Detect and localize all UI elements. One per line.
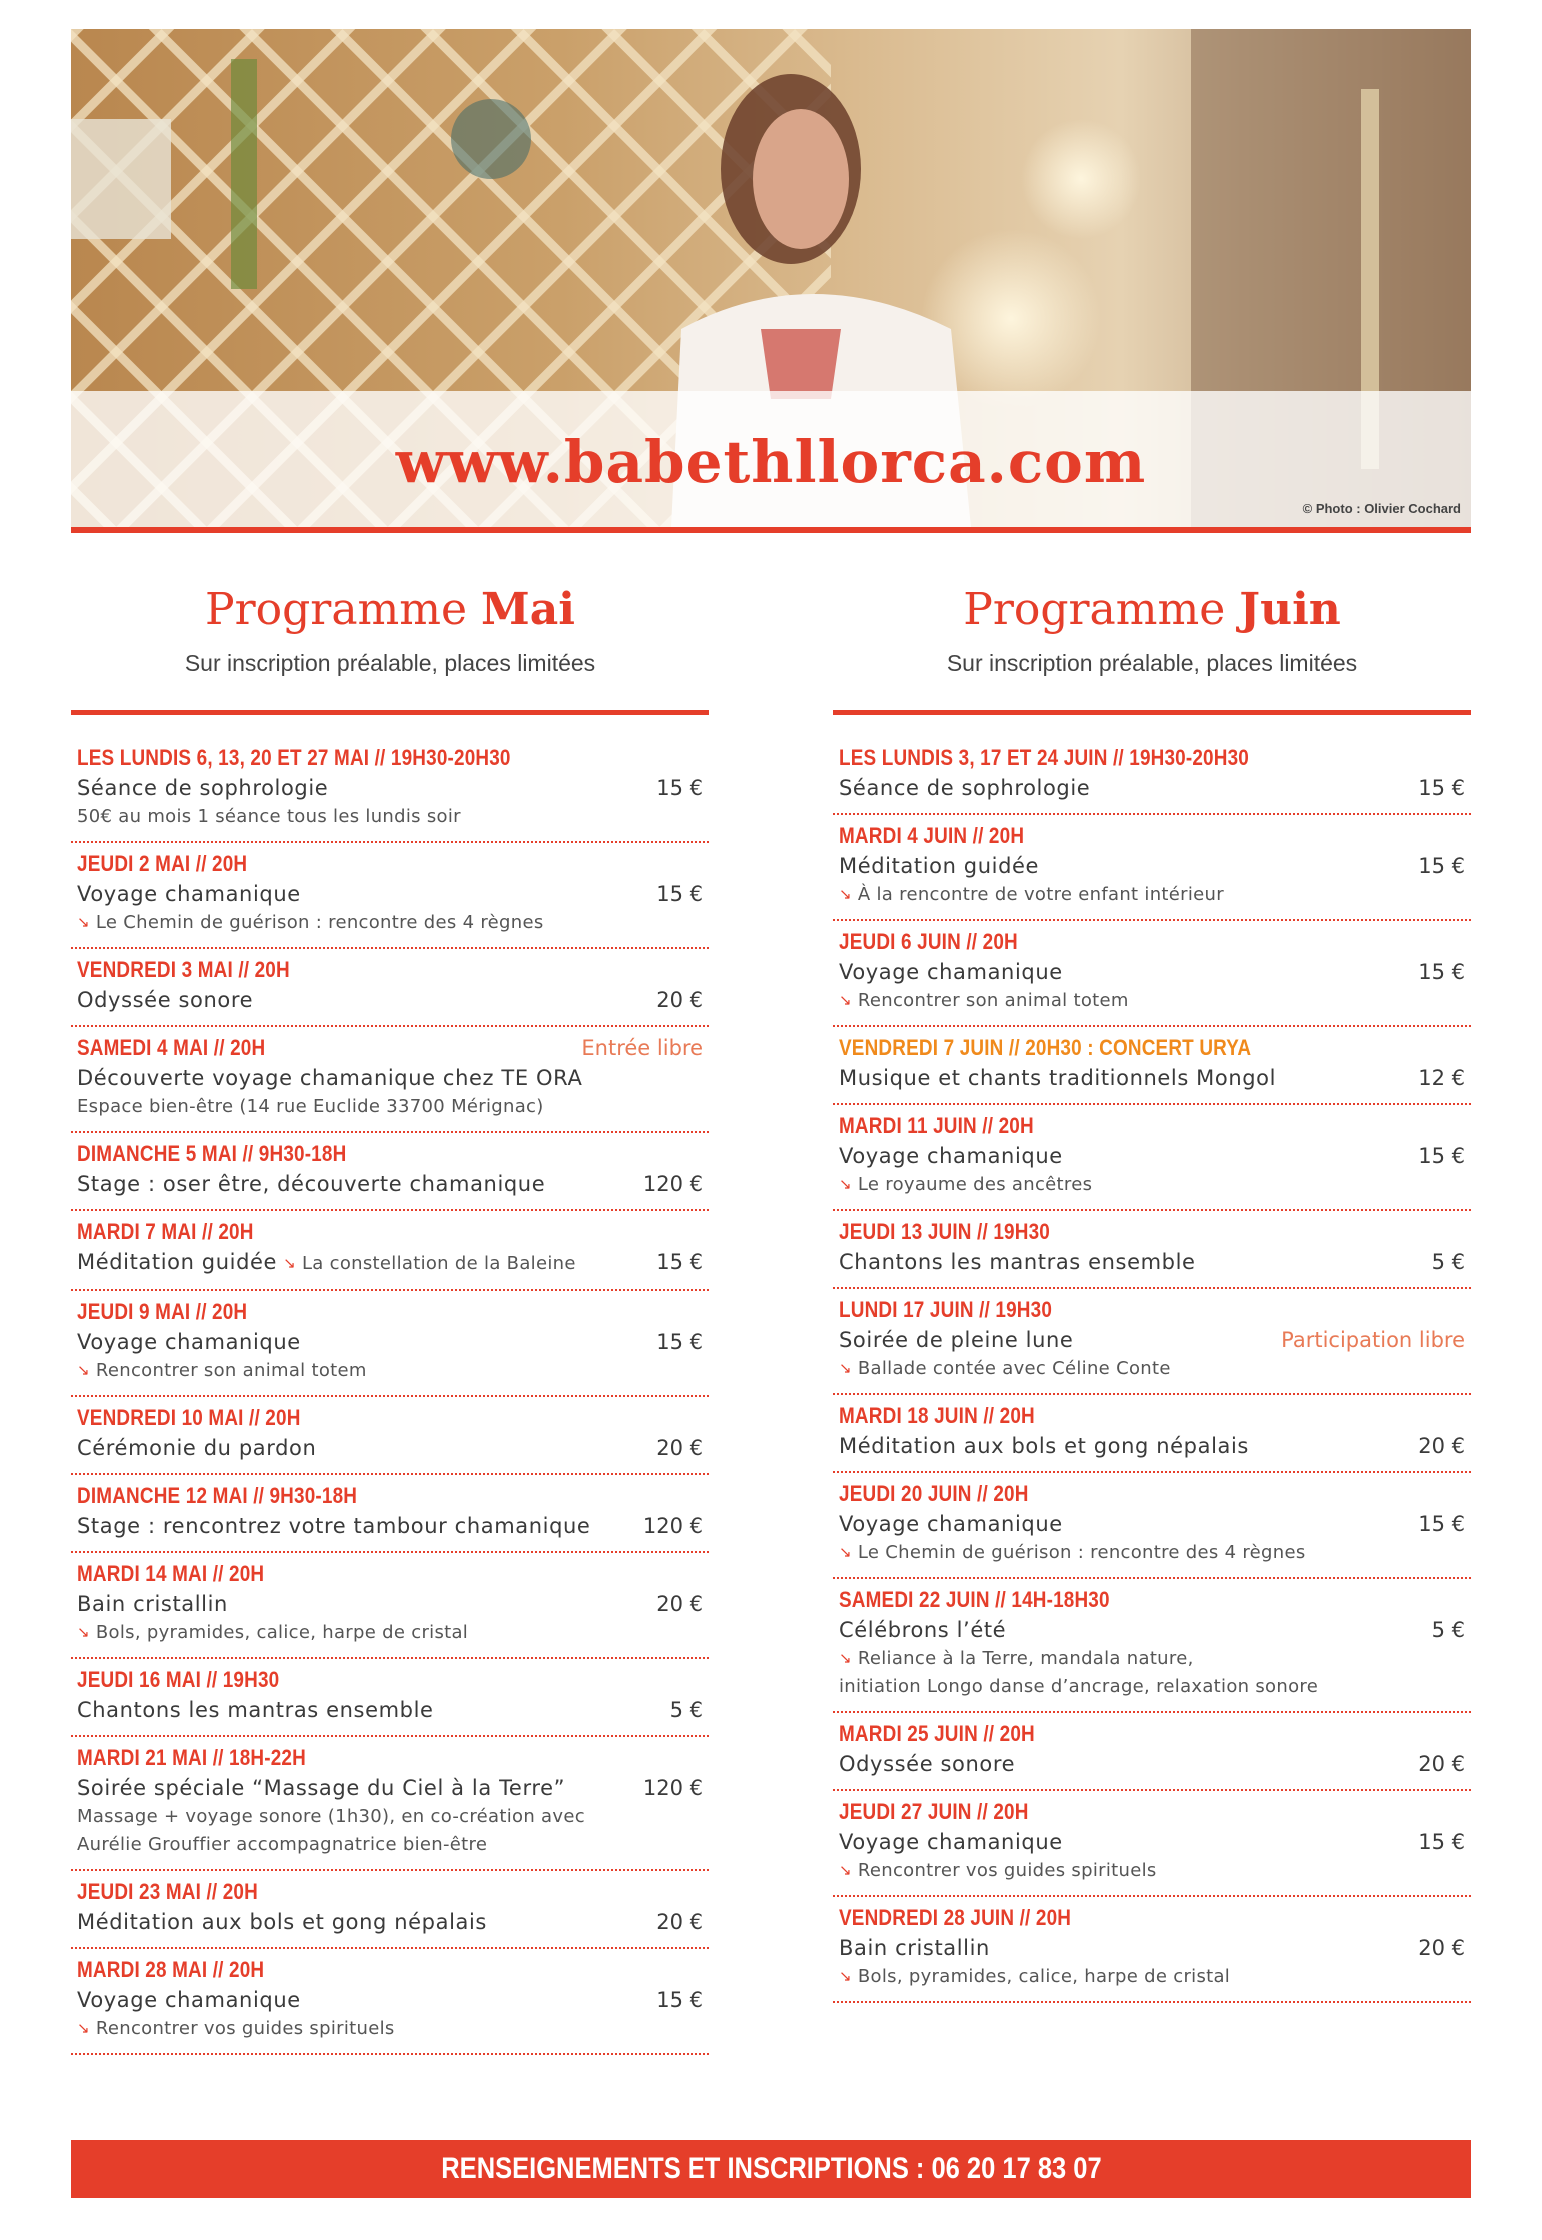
event-title: Voyage chamanique [839, 1144, 1063, 1168]
event-title-row [839, 1431, 1465, 1461]
event-title-row [77, 985, 703, 1015]
event-note-text: Ballade contée avec Céline Conte [857, 1358, 1171, 1379]
event-date: MARDI 7 MAI // 20H [77, 1219, 254, 1244]
event-note-text: Rencontrer son animal totem [95, 1360, 367, 1381]
event-title-row [77, 1169, 703, 1199]
june-event-list [833, 737, 1471, 2003]
event-note-text: Le royaume des ancêtres [857, 1174, 1093, 1195]
may-program [71, 578, 709, 2055]
event-title: Voyage chamanique [77, 1330, 301, 1354]
event-note-line2: Aurélie Grouffier accompagnatrice bien-être [77, 1834, 488, 1855]
event-note [77, 1619, 703, 1647]
event-date: JEUDI 2 MAI // 20H [77, 851, 248, 876]
event-price: 15 € [1418, 1830, 1465, 1854]
event-note-text: Rencontrer vos guides spirituels [857, 1860, 1157, 1881]
event-free-entry-tag: Entrée libre [581, 1036, 703, 1060]
event-date: SAMEDI 22 JUIN // 14H-18H30 [839, 1587, 1110, 1612]
event-title-wrap [77, 1433, 316, 1463]
event-date: VENDREDI 10 MAI // 20H [77, 1405, 301, 1430]
event-note [77, 803, 703, 831]
event-title-row [77, 1511, 703, 1541]
event-item [71, 1475, 709, 1553]
event-note [77, 2015, 703, 2043]
june-subtitle: Sur inscription préalable, places limitées [946, 650, 1358, 676]
event-item [71, 1211, 709, 1291]
event-item [71, 737, 709, 843]
event-title-wrap [77, 1907, 487, 1937]
event-price: 15 € [1418, 960, 1465, 984]
event-title: Bain cristallin [77, 1592, 228, 1616]
event-item [833, 1897, 1471, 2003]
event-title-wrap [839, 1325, 1073, 1355]
arrow-down-right-icon: ↘ [839, 1967, 852, 1985]
event-note [839, 1355, 1465, 1383]
event-title: Soirée de pleine lune [839, 1328, 1074, 1352]
event-note [839, 1171, 1465, 1199]
event-item [833, 1473, 1471, 1579]
event-item [833, 1395, 1471, 1473]
event-title: Odyssée sonore [839, 1752, 1016, 1776]
event-title: Soirée spéciale “Massage du Ciel à la Terre” [77, 1776, 566, 1800]
event-date: JEUDI 13 JUIN // 19H30 [839, 1219, 1050, 1244]
event-title-wrap [839, 1509, 1063, 1539]
event-title-row [77, 1589, 703, 1619]
event-date: MARDI 18 JUIN // 20H [839, 1403, 1035, 1428]
event-note-text: Espace bien-être (14 rue Euclide 33700 Mérignac) [77, 1096, 544, 1117]
event-price: 120 € [642, 1776, 703, 1800]
website-url[interactable]: www.babethllorca.com [395, 428, 1147, 496]
event-note [77, 1093, 703, 1121]
event-title: Méditation guidée [77, 1250, 278, 1274]
may-title [71, 578, 709, 642]
event-item [833, 1105, 1471, 1211]
event-item [833, 815, 1471, 921]
event-title-wrap [77, 985, 253, 1015]
event-note [77, 1357, 703, 1385]
event-price: 20 € [1418, 1434, 1465, 1458]
event-price: 5 € [669, 1698, 703, 1722]
event-title: Chantons les mantras ensemble [839, 1250, 1196, 1274]
event-title-row [839, 1933, 1465, 1963]
event-title: Musique et chants traditionnels Mongol [839, 1066, 1277, 1090]
event-note-line2: initiation Longo danse d’ancrage, relaxation sonore [839, 1676, 1319, 1697]
event-item [71, 1871, 709, 1949]
june-program [833, 578, 1471, 2003]
event-item [71, 1949, 709, 2055]
event-item [833, 1211, 1471, 1289]
event-title-row [839, 1827, 1465, 1857]
event-title-row [77, 1063, 703, 1093]
event-title: Séance de sophrologie [839, 776, 1091, 800]
event-date: MARDI 14 MAI // 20H [77, 1561, 265, 1586]
event-date: LES LUNDIS 6, 13, 20 ET 27 MAI // 19H30-20H30 [77, 745, 511, 770]
event-inline-note-text: La constellation de la Baleine [301, 1253, 576, 1274]
event-title-row [839, 1509, 1465, 1539]
event-title-row [77, 1907, 703, 1937]
event-title-row [839, 1749, 1465, 1779]
event-price: 15 € [1418, 776, 1465, 800]
june-title-month: Juin [1239, 584, 1341, 635]
event-title-row [839, 957, 1465, 987]
event-title-row [839, 1141, 1465, 1171]
event-date: DIMANCHE 5 MAI // 9H30-18H [77, 1141, 347, 1166]
event-item [833, 1579, 1471, 1713]
event-item [71, 1397, 709, 1475]
event-note-text: 50€ au mois 1 séance tous les lundis soir [77, 806, 461, 827]
june-title-prefix: Programme [963, 584, 1226, 635]
event-price: 20 € [656, 1592, 703, 1616]
event-title: Bain cristallin [839, 1936, 990, 1960]
event-date: SAMEDI 4 MAI // 20H [77, 1035, 266, 1060]
event-title-row [839, 1063, 1465, 1093]
event-note [839, 1645, 1465, 1673]
event-price: 15 € [656, 882, 703, 906]
event-title-wrap [839, 1431, 1249, 1461]
event-item [833, 1791, 1471, 1897]
event-item [71, 1133, 709, 1211]
event-title: Voyage chamanique [77, 1988, 301, 2012]
arrow-down-right-icon: ↘ [77, 1623, 90, 1641]
event-title-wrap [839, 1933, 990, 1963]
hero-divider [71, 527, 1471, 533]
event-note [839, 1539, 1465, 1567]
event-title: Voyage chamanique [839, 1512, 1063, 1536]
event-title: Découverte voyage chamanique chez TE ORA [77, 1066, 583, 1090]
event-title-wrap [839, 1063, 1276, 1093]
event-title-row [77, 1985, 703, 2015]
may-subtitle: Sur inscription préalable, places limitées [184, 650, 596, 676]
event-price: 12 € [1418, 1066, 1465, 1090]
event-price: 15 € [1418, 1512, 1465, 1536]
event-title: Méditation aux bols et gong népalais [77, 1910, 487, 1934]
event-note [839, 1963, 1465, 1991]
event-price: 5 € [1431, 1250, 1465, 1274]
event-item [71, 1291, 709, 1397]
event-title-wrap [77, 1327, 301, 1357]
event-title: Cérémonie du pardon [77, 1436, 317, 1460]
june-divider [833, 710, 1471, 715]
arrow-down-right-icon: ↘ [839, 1861, 852, 1879]
event-date: JEUDI 9 MAI // 20H [77, 1299, 248, 1324]
may-title-month: Mai [481, 584, 575, 635]
event-date: DIMANCHE 12 MAI // 9H30-18H [77, 1483, 358, 1508]
event-price: 20 € [1418, 1752, 1465, 1776]
event-title: Voyage chamanique [839, 1830, 1063, 1854]
arrow-down-right-icon: ↘ [77, 1361, 90, 1379]
event-price: 120 € [642, 1514, 703, 1538]
event-title-wrap [77, 1985, 301, 2015]
event-title-wrap [839, 773, 1090, 803]
event-note-text: Le Chemin de guérison : rencontre des 4 règnes [95, 912, 544, 933]
event-title: Célébrons l’été [839, 1618, 1007, 1642]
event-title-row [77, 1773, 703, 1803]
event-note [839, 1857, 1465, 1885]
event-note-text: Bols, pyramides, calice, harpe de cristal [95, 1622, 469, 1643]
event-title-row [77, 773, 703, 803]
event-note [77, 1803, 703, 1831]
arrow-down-right-icon: ↘ [839, 885, 852, 903]
event-title: Séance de sophrologie [77, 776, 329, 800]
arrow-down-right-icon: ↘ [839, 991, 852, 1009]
event-note-text: Le Chemin de guérison : rencontre des 4 règnes [857, 1542, 1306, 1563]
event-title-wrap [839, 957, 1063, 987]
event-title-wrap [77, 1511, 590, 1541]
event-item [71, 949, 709, 1027]
event-price: 20 € [1418, 1936, 1465, 1960]
event-title-row [77, 879, 703, 909]
event-item [833, 737, 1471, 815]
event-title: Stage : rencontrez votre tambour chamanique [77, 1514, 591, 1538]
event-note [77, 909, 703, 937]
event-title-row [77, 1695, 703, 1725]
event-date: JEUDI 6 JUIN // 20H [839, 929, 1018, 954]
event-price: 15 € [656, 1330, 703, 1354]
arrow-down-right-icon: ↘ [839, 1543, 852, 1561]
event-price: 20 € [656, 1910, 703, 1934]
event-date: JEUDI 20 JUIN // 20H [839, 1481, 1029, 1506]
event-note [839, 881, 1465, 909]
event-title: Voyage chamanique [839, 960, 1063, 984]
event-title: Méditation aux bols et gong népalais [839, 1434, 1249, 1458]
event-date: MARDI 28 MAI // 20H [77, 1957, 265, 1982]
event-title-row [839, 773, 1465, 803]
contact-text[interactable]: RENSEIGNEMENTS ET INSCRIPTIONS : 06 20 17 83 07 [440, 2152, 1102, 2185]
event-item [833, 1027, 1471, 1105]
event-title-wrap [77, 1247, 576, 1279]
event-date: VENDREDI 3 MAI // 20H [77, 957, 290, 982]
event-date: MARDI 11 JUIN // 20H [839, 1113, 1034, 1138]
event-date: VENDREDI 28 JUIN // 20H [839, 1905, 1072, 1930]
event-note-text: Reliance à la Terre, mandala nature, [857, 1648, 1194, 1669]
event-title-wrap [839, 851, 1039, 881]
event-date: JEUDI 27 JUIN // 20H [839, 1799, 1029, 1824]
event-title-wrap [77, 1773, 565, 1803]
arrow-down-right-icon: ↘ [839, 1359, 852, 1377]
event-item [833, 921, 1471, 1027]
event-note-text: À la rencontre de votre enfant intérieur [857, 884, 1224, 905]
event-price: 5 € [1431, 1618, 1465, 1642]
event-date: JEUDI 23 MAI // 20H [77, 1879, 258, 1904]
event-title-wrap [839, 1615, 1006, 1645]
event-item [71, 1553, 709, 1659]
event-title-row [77, 1433, 703, 1463]
event-note-text: Rencontrer son animal totem [857, 990, 1129, 1011]
event-item [71, 1027, 709, 1133]
event-item [71, 843, 709, 949]
event-title-row [839, 1325, 1465, 1355]
event-title-wrap [77, 1589, 228, 1619]
event-date: MARDI 4 JUIN // 20H [839, 823, 1025, 848]
arrow-down-right-icon: ↘ [77, 913, 90, 931]
event-price: 120 € [642, 1172, 703, 1196]
event-inline-note [277, 1253, 576, 1274]
event-note-text: Rencontrer vos guides spirituels [95, 2018, 395, 2039]
event-price: 15 € [656, 776, 703, 800]
event-title: Voyage chamanique [77, 882, 301, 906]
event-date: JEUDI 16 MAI // 19H30 [77, 1667, 280, 1692]
event-title-wrap [77, 1063, 582, 1093]
event-item [71, 1737, 709, 1871]
event-date: MARDI 21 MAI // 18H-22H [77, 1745, 306, 1770]
event-title-row [839, 1247, 1465, 1277]
event-title-row [839, 851, 1465, 881]
event-title-wrap [77, 879, 301, 909]
event-price: 20 € [656, 988, 703, 1012]
event-title: Chantons les mantras ensemble [77, 1698, 434, 1722]
event-title-wrap [839, 1141, 1063, 1171]
event-title: Méditation guidée [839, 854, 1040, 878]
event-item [833, 1289, 1471, 1395]
photo-credit: © Photo : Olivier Cochard [1302, 501, 1461, 516]
event-title-wrap [839, 1247, 1196, 1277]
event-title-row [839, 1615, 1465, 1645]
hero-photo [71, 29, 1471, 527]
event-title-wrap [77, 1169, 545, 1199]
event-title-wrap [839, 1827, 1063, 1857]
event-date: LES LUNDIS 3, 17 ET 24 JUIN // 19H30-20H30 [839, 745, 1249, 770]
event-title: Odyssée sonore [77, 988, 254, 1012]
june-title [833, 578, 1471, 642]
event-title-wrap [839, 1749, 1015, 1779]
event-date: LUNDI 17 JUIN // 19H30 [839, 1297, 1053, 1322]
event-participation-tag: Participation libre [1281, 1328, 1465, 1352]
event-price: 15 € [1418, 854, 1465, 878]
event-title-wrap [77, 1695, 434, 1725]
event-price: 15 € [656, 1250, 703, 1274]
event-note [839, 987, 1465, 1015]
event-price: 15 € [1418, 1144, 1465, 1168]
arrow-down-right-icon: ↘ [77, 2019, 90, 2037]
may-divider [71, 710, 709, 715]
arrow-down-right-icon: ↘ [839, 1175, 852, 1193]
event-item [833, 1713, 1471, 1791]
contact-banner [71, 2140, 1471, 2198]
may-title-prefix: Programme [205, 584, 468, 635]
arrow-down-right-icon: ↘ [839, 1649, 852, 1667]
may-event-list [71, 737, 709, 2055]
event-title-row [77, 1327, 703, 1357]
event-date: VENDREDI 7 JUIN // 20H30 : CONCERT URYA [839, 1035, 1252, 1060]
event-price: 15 € [656, 1988, 703, 2012]
event-date: MARDI 25 JUIN // 20H [839, 1721, 1035, 1746]
event-note-text: Massage + voyage sonore (1h30), en co-création avec [77, 1806, 585, 1827]
event-price: 20 € [656, 1436, 703, 1460]
event-title: Stage : oser être, découverte chamanique [77, 1172, 546, 1196]
event-note-text: Bols, pyramides, calice, harpe de cristal [857, 1966, 1231, 1987]
event-title-row [77, 1247, 703, 1279]
event-item [71, 1659, 709, 1737]
arrow-down-right-icon: ↘ [283, 1254, 296, 1272]
event-title-wrap [77, 773, 328, 803]
